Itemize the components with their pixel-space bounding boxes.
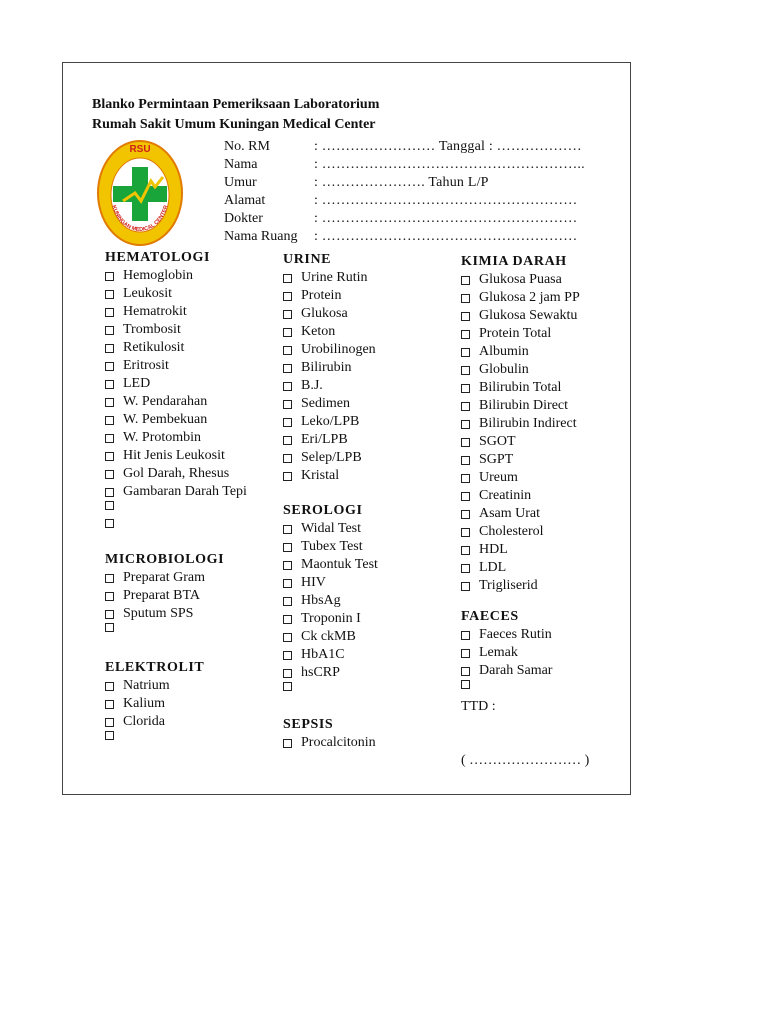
field-label: Alamat: [224, 193, 266, 208]
test-label: Hemoglobin: [123, 268, 193, 283]
field-value-blank[interactable]: : …………………. Tahun L/P: [314, 175, 489, 190]
checkbox-icon[interactable]: [283, 328, 292, 337]
test-option[interactable]: [105, 285, 172, 303]
test-option[interactable]: [105, 339, 184, 357]
checkbox-icon[interactable]: [105, 610, 114, 619]
field-value-blank[interactable]: : ………………………………………………: [314, 229, 578, 244]
logo-text: RSU: [129, 144, 151, 155]
test-option[interactable]: [283, 449, 362, 467]
checkbox-icon[interactable]: [105, 682, 114, 691]
checkbox-icon[interactable]: [283, 597, 292, 606]
checkbox-icon[interactable]: [105, 574, 114, 583]
hospital-logo: [95, 135, 185, 247]
checkbox-icon[interactable]: [461, 528, 470, 537]
checkbox-icon[interactable]: [105, 416, 114, 425]
test-option[interactable]: [283, 592, 341, 610]
checkbox-icon[interactable]: [105, 326, 114, 335]
test-label: Bilirubin Total: [479, 380, 562, 395]
test-option[interactable]: [461, 469, 518, 487]
test-option[interactable]: [283, 646, 345, 664]
test-option[interactable]: [461, 680, 479, 689]
test-option[interactable]: [283, 628, 356, 646]
test-option[interactable]: [283, 413, 359, 431]
checkbox-icon[interactable]: [105, 290, 114, 299]
checkbox-icon[interactable]: [461, 312, 470, 321]
test-option[interactable]: [461, 307, 577, 325]
test-label: HbsAg: [301, 593, 341, 608]
checkbox-icon[interactable]: [461, 294, 470, 303]
logo-ring-text: KUNINGAN MEDICAL CENTER: [110, 204, 170, 234]
test-option[interactable]: [283, 664, 340, 682]
checkbox-icon[interactable]: [283, 669, 292, 678]
checkbox-icon[interactable]: [105, 434, 114, 443]
test-label: Eritrosit: [123, 358, 169, 373]
checkbox-icon[interactable]: [283, 274, 292, 283]
test-option[interactable]: [105, 569, 205, 587]
checkbox-icon[interactable]: [283, 364, 292, 373]
test-label: Protein: [301, 288, 342, 303]
test-option[interactable]: [283, 682, 301, 691]
test-label: Kalium: [123, 696, 165, 711]
checkbox-icon[interactable]: [461, 456, 470, 465]
test-option[interactable]: [105, 677, 170, 695]
test-label: Maontuk Test: [301, 557, 378, 572]
checkbox-icon[interactable]: [461, 420, 470, 429]
field-label: Dokter: [224, 211, 263, 226]
test-label: SGPT: [479, 452, 514, 467]
checkbox-icon[interactable]: [283, 651, 292, 660]
test-option[interactable]: [283, 305, 348, 323]
test-option[interactable]: [461, 644, 518, 662]
test-option[interactable]: [461, 451, 513, 469]
checkbox-icon[interactable]: [105, 623, 114, 632]
test-label: Bilirubin: [301, 360, 352, 375]
test-label: Trigliserid: [479, 578, 538, 593]
test-option[interactable]: [461, 397, 568, 415]
field-label: Umur: [224, 175, 257, 190]
test-label: Trombosit: [123, 322, 181, 337]
test-option[interactable]: [283, 538, 363, 556]
checkbox-icon[interactable]: [283, 400, 292, 409]
checkbox-icon[interactable]: [461, 366, 470, 375]
test-option[interactable]: [105, 303, 187, 321]
section-title-sepsis: SEPSIS: [283, 717, 334, 732]
test-option[interactable]: [105, 375, 150, 393]
field-value-blank[interactable]: : …………………… Tanggal : ………………: [314, 139, 582, 154]
test-label: LED: [123, 376, 151, 391]
test-label: Natrium: [123, 678, 170, 693]
checkbox-icon[interactable]: [283, 292, 292, 301]
test-label: B.J.: [301, 378, 323, 393]
test-label: Asam Urat: [479, 506, 541, 521]
hospital-name: Rumah Sakit Umum Kuningan Medical Center: [92, 117, 376, 132]
checkbox-icon[interactable]: [105, 731, 114, 740]
test-label: Troponin I: [301, 611, 361, 626]
test-label: Globulin: [479, 362, 529, 377]
test-label: Gambaran Darah Tepi: [123, 484, 247, 499]
checkbox-icon[interactable]: [461, 402, 470, 411]
test-label: W. Pendarahan: [123, 394, 208, 409]
checkbox-icon[interactable]: [461, 384, 470, 393]
checkbox-icon[interactable]: [283, 633, 292, 642]
checkbox-icon[interactable]: [283, 418, 292, 427]
test-label: HbA1C: [301, 647, 345, 662]
checkbox-icon[interactable]: [105, 519, 114, 528]
test-option[interactable]: [105, 587, 200, 605]
test-option[interactable]: [461, 577, 538, 595]
test-label: Gol Darah, Rhesus: [123, 466, 230, 481]
test-option[interactable]: [461, 505, 540, 523]
field-label: Nama Ruang: [224, 229, 298, 244]
test-option[interactable]: [105, 465, 229, 483]
test-label: hsCRP: [301, 665, 340, 680]
test-label: Preparat Gram: [123, 570, 206, 585]
checkbox-icon[interactable]: [283, 382, 292, 391]
lab-request-form: [62, 62, 631, 795]
test-option[interactable]: [461, 487, 531, 505]
test-label: Tubex Test: [301, 539, 363, 554]
test-option[interactable]: [461, 523, 544, 541]
checkbox-icon[interactable]: [283, 615, 292, 624]
checkbox-icon[interactable]: [105, 344, 114, 353]
checkbox-icon[interactable]: [283, 454, 292, 463]
test-label: Urine Rutin: [301, 270, 368, 285]
checkbox-icon[interactable]: [283, 525, 292, 534]
test-label: SGOT: [479, 434, 516, 449]
test-option[interactable]: [283, 377, 323, 395]
test-label: Procalcitonin: [301, 735, 376, 750]
test-label: Ck ckMB: [301, 629, 356, 644]
test-option[interactable]: [105, 267, 193, 285]
test-option[interactable]: [461, 361, 529, 379]
checkbox-icon[interactable]: [461, 564, 470, 573]
field-label: Nama: [224, 157, 258, 172]
field-value-blank[interactable]: : ………………………………………………: [314, 193, 578, 208]
test-label: Darah Samar: [479, 663, 553, 678]
section-title-microbiologi: MICROBIOLOGI: [105, 552, 225, 567]
form-title: Blanko Permintaan Pemeriksaan Laboratorium: [92, 97, 380, 112]
checkbox-icon[interactable]: [105, 470, 114, 479]
test-option[interactable]: [461, 626, 552, 644]
test-label: Keton: [301, 324, 336, 339]
test-option[interactable]: [105, 429, 201, 447]
test-label: Urobilinogen: [301, 342, 376, 357]
test-label: Selep/LPB: [301, 450, 362, 465]
section-title-serologi: SEROLOGI: [283, 503, 363, 518]
test-label: Bilirubin Direct: [479, 398, 569, 413]
section-title-faeces: FAECES: [461, 609, 519, 624]
test-label: Leukosit: [123, 286, 172, 301]
test-label: Preparat BTA: [123, 588, 201, 603]
test-label: Glukosa: [301, 306, 348, 321]
test-option[interactable]: [461, 271, 562, 289]
test-label: Protein Total: [479, 326, 552, 341]
test-option[interactable]: [461, 415, 577, 433]
checkbox-icon[interactable]: [105, 501, 114, 510]
test-option[interactable]: [105, 483, 247, 501]
test-label: Widal Test: [301, 521, 362, 536]
test-label: Cholesterol: [479, 524, 544, 539]
test-option[interactable]: [105, 411, 207, 429]
checkbox-icon[interactable]: [461, 546, 470, 555]
checkbox-icon[interactable]: [105, 718, 114, 727]
test-label: Kristal: [301, 468, 340, 483]
checkbox-icon[interactable]: [461, 330, 470, 339]
checkbox-icon[interactable]: [461, 438, 470, 447]
test-option[interactable]: [283, 287, 341, 305]
checkbox-icon[interactable]: [283, 346, 292, 355]
test-option[interactable]: [283, 574, 326, 592]
test-option[interactable]: [105, 393, 207, 411]
test-option[interactable]: [105, 357, 169, 375]
test-option[interactable]: [283, 341, 376, 359]
test-label: Eri/LPB: [301, 432, 348, 447]
checkbox-icon[interactable]: [461, 649, 470, 658]
test-option[interactable]: [105, 321, 181, 339]
test-option[interactable]: [105, 731, 123, 740]
test-option[interactable]: [105, 623, 123, 632]
test-option[interactable]: [461, 541, 508, 559]
test-label: Sedimen: [301, 396, 350, 411]
test-label: W. Pembekuan: [123, 412, 208, 427]
checkbox-icon[interactable]: [461, 667, 470, 676]
signature-line[interactable]: ( …………………… ): [461, 753, 590, 768]
test-label: Ureum: [479, 470, 518, 485]
test-label: Bilirubin Indirect: [479, 416, 577, 431]
test-label: Hit Jenis Leukosit: [123, 448, 225, 463]
test-option[interactable]: [283, 431, 348, 449]
test-option[interactable]: [461, 343, 529, 361]
checkbox-icon[interactable]: [105, 362, 114, 371]
test-option[interactable]: [461, 289, 580, 307]
test-option[interactable]: [461, 325, 551, 343]
checkbox-icon[interactable]: [283, 682, 292, 691]
test-label: Glukosa Sewaktu: [479, 308, 578, 323]
checkbox-icon[interactable]: [105, 380, 114, 389]
test-label: Lemak: [479, 645, 518, 660]
checkbox-icon[interactable]: [461, 510, 470, 519]
test-option[interactable]: [283, 395, 350, 413]
checkbox-icon[interactable]: [283, 579, 292, 588]
test-option[interactable]: [461, 433, 516, 451]
test-label: Faeces Rutin: [479, 627, 552, 642]
checkbox-icon[interactable]: [105, 488, 114, 497]
checkbox-icon[interactable]: [283, 472, 292, 481]
field-label: No. RM: [224, 139, 270, 154]
checkbox-icon[interactable]: [105, 700, 114, 709]
checkbox-icon[interactable]: [105, 308, 114, 317]
checkbox-icon[interactable]: [283, 561, 292, 570]
checkbox-icon[interactable]: [283, 436, 292, 445]
checkbox-icon[interactable]: [461, 492, 470, 501]
test-label: LDL: [479, 560, 507, 575]
test-option[interactable]: [283, 734, 376, 752]
test-option[interactable]: [283, 520, 361, 538]
test-option[interactable]: [461, 379, 561, 397]
test-label: Glukosa Puasa: [479, 272, 562, 287]
checkbox-icon[interactable]: [105, 592, 114, 601]
section-title-kimia-darah: KIMIA DARAH: [461, 254, 567, 269]
checkbox-icon[interactable]: [105, 452, 114, 461]
section-title-urine: URINE: [283, 252, 332, 267]
test-option[interactable]: [105, 695, 165, 713]
field-value-blank[interactable]: : ………………………………………………: [314, 211, 578, 226]
checkbox-icon[interactable]: [283, 543, 292, 552]
test-option[interactable]: [461, 559, 506, 577]
test-label: Creatinin: [479, 488, 532, 503]
test-label: HDL: [479, 542, 508, 557]
test-label: Clorida: [123, 714, 165, 729]
signature-label: TTD :: [461, 699, 496, 714]
test-label: Retikulosit: [123, 340, 185, 355]
test-label: Leko/LPB: [301, 414, 360, 429]
test-option[interactable]: [283, 556, 378, 574]
test-option[interactable]: [105, 519, 123, 528]
checkbox-icon[interactable]: [461, 474, 470, 483]
test-option[interactable]: [283, 359, 352, 377]
test-label: Albumin: [479, 344, 529, 359]
test-option[interactable]: [283, 610, 361, 628]
test-label: Hematrokit: [123, 304, 187, 319]
checkbox-icon[interactable]: [283, 739, 292, 748]
test-option[interactable]: [283, 269, 368, 287]
test-label: W. Protombin: [123, 430, 202, 445]
field-value-blank[interactable]: : ………………………………………………..: [314, 157, 585, 172]
test-option[interactable]: [461, 662, 552, 680]
checkbox-icon[interactable]: [105, 398, 114, 407]
checkbox-icon[interactable]: [461, 582, 470, 591]
test-option[interactable]: [105, 605, 193, 623]
section-title-elektrolit: ELEKTROLIT: [105, 660, 205, 675]
section-title-hematologi: HEMATOLOGI: [105, 250, 211, 265]
test-option[interactable]: [105, 447, 225, 465]
checkbox-icon[interactable]: [461, 276, 470, 285]
test-option[interactable]: [283, 323, 335, 341]
test-label: Sputum SPS: [123, 606, 194, 621]
checkbox-icon[interactable]: [283, 310, 292, 319]
checkbox-icon[interactable]: [105, 272, 114, 281]
test-label: HIV: [301, 575, 326, 590]
test-option[interactable]: [105, 713, 165, 731]
checkbox-icon[interactable]: [461, 631, 470, 640]
test-option[interactable]: [283, 467, 339, 485]
test-label: Glukosa 2 jam PP: [479, 290, 580, 305]
checkbox-icon[interactable]: [461, 348, 470, 357]
checkbox-icon[interactable]: [461, 680, 470, 689]
test-option[interactable]: [105, 501, 123, 510]
